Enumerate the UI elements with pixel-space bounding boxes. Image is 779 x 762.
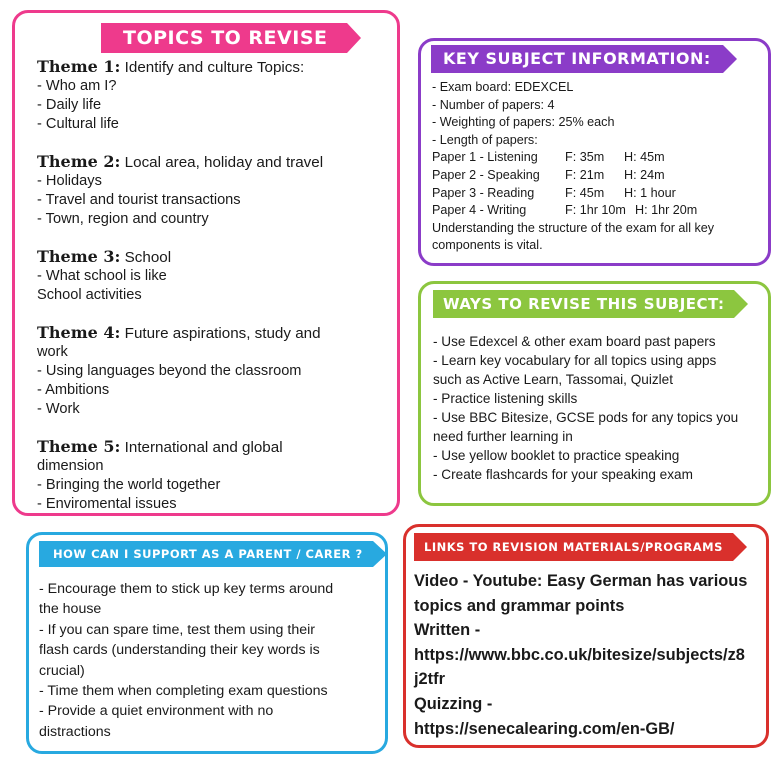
paper-name: Paper 4 - Writing <box>432 203 527 218</box>
paper-higher-time: H: 1 hour <box>624 185 676 200</box>
theme-5-title-cont: dimension <box>37 458 104 474</box>
list-item: - Use yellow booklet to practice speaking <box>433 448 680 463</box>
theme-4-title: Future aspirations, study and <box>124 325 321 342</box>
theme-1-label: Theme 1: <box>37 57 121 76</box>
theme-2-label: Theme 2: <box>37 152 121 171</box>
paper-name: Paper 2 - Speaking <box>432 167 540 182</box>
list-item: - Exam board: EDEXCEL <box>432 80 574 94</box>
ways-banner: WAYS TO REVISE THIS SUBJECT: <box>433 290 734 318</box>
key-info-footer: Understanding the structure of the exam for all key <box>432 220 715 235</box>
list-item: - Enviromental issues <box>37 496 177 512</box>
list-item: - Travel and tourist transactions <box>37 192 241 208</box>
list-item: Written - <box>414 621 481 640</box>
support-banner: HOW CAN I SUPPORT AS A PARENT / CARER ? <box>39 541 373 567</box>
paper-row <box>432 149 768 167</box>
ways-content <box>433 332 769 484</box>
list-item: School activities <box>37 287 142 303</box>
list-item: - Use Edexcel & other exam board past papers <box>433 334 716 349</box>
list-item: need further learning in <box>433 429 573 444</box>
support-content <box>39 579 384 742</box>
theme-2-title: Local area, holiday and travel <box>124 154 324 171</box>
list-item: - Work <box>37 401 80 417</box>
list-item: - Length of papers: <box>432 132 538 147</box>
seneca-link[interactable]: https://senecalearing.com/en-GB/ <box>414 719 675 738</box>
key-info-card <box>418 38 771 266</box>
list-item: topics and grammar points <box>414 596 625 615</box>
key-info-banner: KEY SUBJECT INFORMATION: <box>431 45 723 73</box>
support-card <box>26 532 388 754</box>
list-item: - Holidays <box>37 173 102 189</box>
theme-1-heading <box>37 57 387 77</box>
paper-higher-time: H: 24m <box>624 167 665 182</box>
list-item: - Provide a quiet environment with no <box>39 703 274 720</box>
theme-4-label: Theme 4: <box>37 323 121 342</box>
list-item: - If you can spare time, test them using their <box>39 621 315 638</box>
paper-higher-time: H: 45m <box>624 150 665 165</box>
paper-higher-time: H: 1hr 20m <box>635 203 698 218</box>
theme-5-heading <box>37 437 387 457</box>
theme-5-title: International and global <box>124 439 283 456</box>
links-content <box>414 569 764 741</box>
topics-card <box>12 10 400 516</box>
theme-3-title: School <box>124 249 172 266</box>
topics-content <box>37 57 387 514</box>
theme-4-heading <box>37 323 387 343</box>
list-item: - Daily life <box>37 97 102 113</box>
list-item: - Using languages beyond the classroom <box>37 363 302 379</box>
theme-3-heading <box>37 247 387 267</box>
paper-foundation-time: F: 21m <box>565 167 605 182</box>
list-item: Quizzing - <box>414 694 493 713</box>
bbc-bitesize-link-cont[interactable]: j2tfr <box>414 670 445 689</box>
list-item: - What school is like <box>37 268 167 284</box>
list-item: the house <box>39 601 102 618</box>
links-banner: LINKS TO REVISION MATERIALS/PROGRAMS <box>414 533 733 561</box>
list-item: flash cards (understanding their key words is <box>39 642 320 659</box>
list-item: Video - Youtube: Easy German has various <box>414 572 748 590</box>
theme-3-label: Theme 3: <box>37 247 121 266</box>
list-item: such as Active Learn, Tassomai, Quizlet <box>433 372 674 387</box>
theme-5-label: Theme 5: <box>37 437 121 456</box>
topics-banner: TOPICS TO REVISE <box>101 23 347 53</box>
ways-card <box>418 281 771 506</box>
list-item: - Town, region and country <box>37 211 209 227</box>
theme-1-title: Identify and culture Topics: <box>124 59 305 76</box>
list-item: - Ambitions <box>37 382 110 398</box>
list-item: distractions <box>39 723 111 740</box>
paper-foundation-time: F: 1hr 10m <box>565 203 626 218</box>
list-item: - Bringing the world together <box>37 477 221 493</box>
paper-foundation-time: F: 45m <box>565 185 605 200</box>
list-item: - Create flashcards for your speaking exam <box>433 467 693 482</box>
list-item: - Cultural life <box>37 116 119 132</box>
list-item: crucial) <box>39 662 85 679</box>
theme-2-heading <box>37 152 387 172</box>
bbc-bitesize-link[interactable]: https://www.bbc.co.uk/bitesize/subjects/z8 <box>414 645 745 664</box>
key-info-footer-cont: components is vital. <box>432 238 543 253</box>
list-item: - Time them when completing exam questions <box>39 683 328 700</box>
list-item: - Practice listening skills <box>433 391 578 406</box>
paper-row <box>432 202 768 220</box>
list-item: - Encourage them to stick up key terms around <box>39 581 334 597</box>
paper-name: Paper 1 - Listening <box>432 150 538 165</box>
list-item: - Who am I? <box>37 78 117 94</box>
paper-name: Paper 3 - Reading <box>432 185 535 200</box>
theme-4-title-cont: work <box>37 344 68 360</box>
list-item: - Learn key vocabulary for all topics using apps <box>433 353 717 368</box>
paper-row <box>432 167 768 185</box>
list-item: - Number of papers: 4 <box>432 97 555 112</box>
list-item: - Use BBC Bitesize, GCSE pods for any topics you <box>433 410 739 425</box>
key-info-content <box>432 79 768 255</box>
list-item: - Weighting of papers: 25% each <box>432 115 615 130</box>
paper-foundation-time: F: 35m <box>565 150 605 165</box>
paper-row <box>432 185 768 203</box>
links-card <box>403 524 769 748</box>
